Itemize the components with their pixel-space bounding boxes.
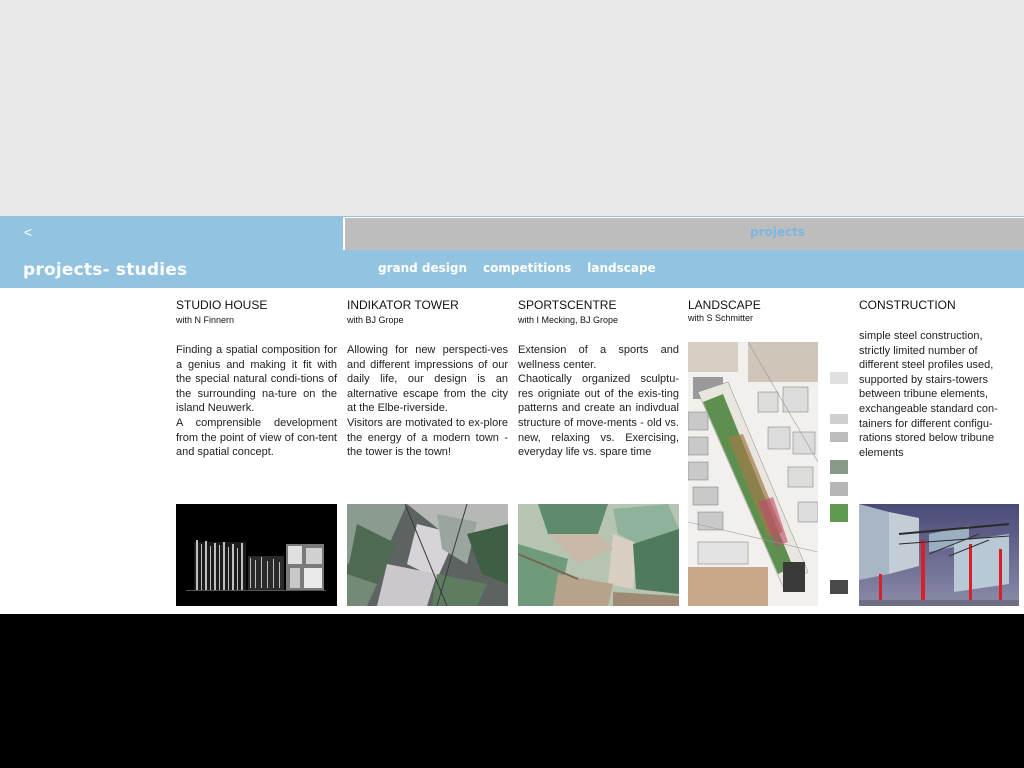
- project-collaborators: with BJ Grope: [347, 315, 404, 325]
- project-landscape: [688, 298, 849, 324]
- project-sportscentre: [518, 298, 679, 460]
- project-description: Extension of a sports and wellness center. Chaotically organized sculptu-res origniate out of the exis-ting patterns and create an indivdual structure of move-ments - old vs. new, relaxing vs. Exercising, everyday life vs. spare time: [518, 344, 679, 459]
- project-indikator-tower: [347, 298, 508, 460]
- project-title: STUDIO HOUSE: [176, 298, 268, 312]
- tab-projects[interactable]: projects: [750, 225, 805, 239]
- top-background: [0, 0, 1024, 216]
- construction-image[interactable]: [859, 504, 1019, 606]
- nav-grand-design[interactable]: grand design: [378, 261, 468, 275]
- back-button[interactable]: <: [24, 224, 33, 240]
- project-title: INDIKATOR TOWER: [347, 298, 459, 312]
- projects-content: [0, 288, 1024, 614]
- landscape-detail-strip: [830, 342, 848, 606]
- project-studio-house: [176, 298, 337, 460]
- sportscentre-image[interactable]: [518, 504, 679, 606]
- page-title: projects- studies: [23, 260, 188, 280]
- indikator-tower-image[interactable]: [347, 504, 508, 606]
- project-title: CONSTRUCTION: [859, 298, 956, 312]
- project-collaborators: with N Finnern: [176, 315, 235, 325]
- project-description: simple steel construction, strictly limited number of different steel profiles used, supported by stairs-towers between tribune elements, exchangeable standard con-tainers for different configu-rations stored below tribune elements: [859, 330, 998, 459]
- project-description: Finding a spatial composition for a genius and making it fit with the special natural condi-tions of the surrounding na-ture on the island Neuwerk. A comprensible development from the point of view of con-tent and spatial concept.: [176, 344, 337, 459]
- projects-tab-bar: [343, 217, 1024, 250]
- project-title: SPORTSCENTRE: [518, 298, 617, 312]
- project-construction: [859, 298, 1011, 460]
- landscape-plan-image[interactable]: [688, 342, 818, 606]
- project-description: Allowing for new perspecti-ves and different impressions of our daily life, our design is an alternative escape from the city at the Elbe-riverside. Visitors are motivated to ex-plore the energy of a modern town - the tower is the town!: [347, 344, 508, 459]
- footer-area: [0, 614, 1024, 768]
- nav-landscape[interactable]: landscape: [587, 261, 656, 275]
- project-collaborators: with S Schmitter: [688, 313, 754, 323]
- project-collaborators: with I Mecking, BJ Grope: [518, 315, 619, 325]
- studio-house-image[interactable]: [176, 504, 337, 606]
- project-title: LANDSCAPE: [688, 298, 761, 312]
- category-nav: [378, 261, 656, 275]
- nav-competitions[interactable]: competitions: [483, 261, 572, 275]
